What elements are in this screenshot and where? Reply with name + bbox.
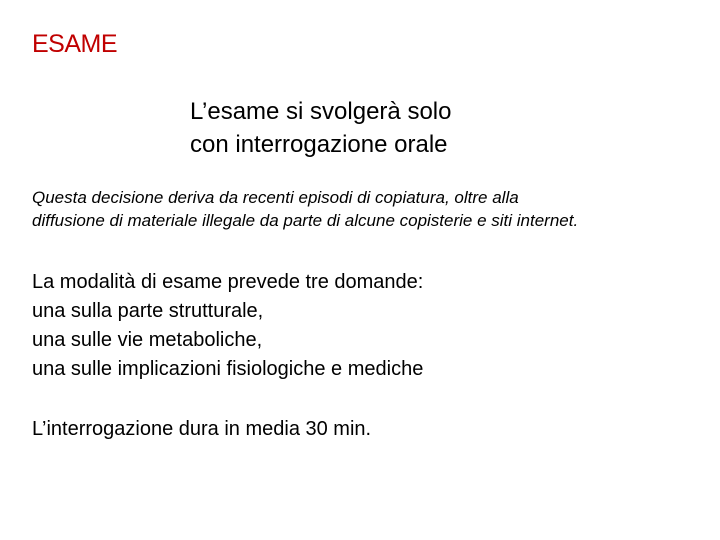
subtitle-line: L’esame si svolgerà solo xyxy=(190,98,452,125)
subtitle-line: con interrogazione orale xyxy=(190,131,448,158)
note-line: Questa decisione deriva da recenti episodi di copiatura, oltre alla xyxy=(32,188,519,207)
note-line: diffusione di materiale illegale da parte di alcune copisterie e siti internet. xyxy=(32,211,579,230)
slide-title: ESAME xyxy=(32,30,118,58)
exam-subtitle xyxy=(190,95,451,161)
exam-duration: L’interrogazione dura in media 30 min. xyxy=(32,418,372,440)
exam-format-line: una sulle vie metaboliche, xyxy=(32,329,263,351)
exam-format xyxy=(32,268,423,384)
exam-format-line: una sulle implicazioni fisiologiche e mediche xyxy=(32,358,424,380)
decision-note xyxy=(32,186,578,232)
exam-format-line: una sulla parte strutturale, xyxy=(32,300,264,322)
exam-format-line: La modalità di esame prevede tre domande: xyxy=(32,271,424,293)
